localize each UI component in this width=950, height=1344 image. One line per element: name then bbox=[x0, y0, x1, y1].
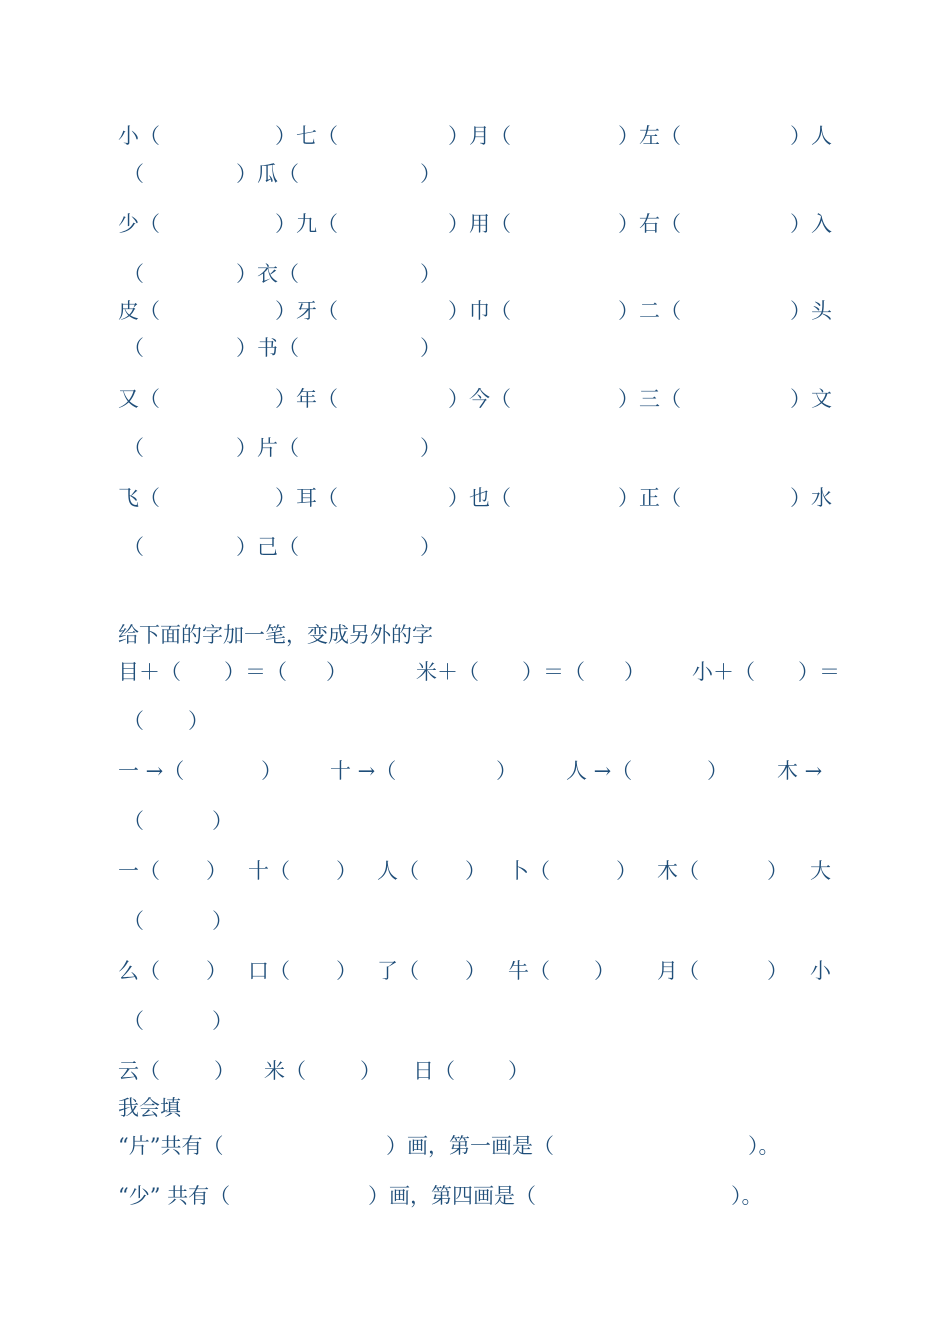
s1-cell: ）左（ bbox=[618, 124, 681, 148]
s2-cell: 十（ bbox=[248, 859, 290, 883]
s1-cell: ）牙（ bbox=[275, 299, 338, 323]
s2-cell: 口（ bbox=[248, 959, 290, 983]
s2-row-2 bbox=[118, 706, 833, 736]
s1-row bbox=[118, 209, 833, 239]
s2-cell: 牛（ bbox=[508, 959, 550, 983]
s2-cell: 云（ bbox=[118, 1059, 160, 1083]
s2-cell: ） bbox=[206, 859, 227, 883]
s2-cell: ） bbox=[496, 759, 517, 783]
s2-cell: 十 →（ bbox=[330, 759, 397, 783]
s1-cell: ）人 bbox=[790, 124, 832, 148]
s1-cell: ） bbox=[420, 535, 441, 559]
s1-cell: ）用（ bbox=[448, 212, 511, 236]
s2-row-8 bbox=[118, 1006, 833, 1036]
q2-part: ）画，第四画是（ bbox=[368, 1184, 536, 1208]
s2-cell: 人 →（ bbox=[566, 759, 633, 783]
s2-cell: ） bbox=[616, 859, 637, 883]
s1-row bbox=[118, 333, 833, 363]
s1-cell: （ bbox=[123, 535, 144, 559]
s2-cell: 日（ bbox=[413, 1059, 455, 1083]
s2-cell: ） bbox=[465, 859, 486, 883]
s2-cell: ）＝（ bbox=[224, 660, 287, 684]
q2-row bbox=[118, 1181, 833, 1211]
s2-cell: ） bbox=[214, 1059, 235, 1083]
s1-cell: （ bbox=[123, 336, 144, 360]
s1-cell: ）正（ bbox=[618, 486, 681, 510]
s1-cell: ）水 bbox=[790, 486, 832, 510]
s1-cell: ）右（ bbox=[618, 212, 681, 236]
s2-row-9 bbox=[118, 1056, 833, 1086]
s2-cell: ） bbox=[188, 709, 209, 733]
s2-cell: 卜（ bbox=[508, 859, 550, 883]
q1-part: ）画，第一画是（ bbox=[386, 1134, 554, 1158]
q2-part: “少” 共有（ bbox=[118, 1184, 231, 1208]
s2-cell: ） bbox=[212, 809, 233, 833]
s2-row-3 bbox=[118, 756, 833, 786]
s1-cell: （ bbox=[123, 162, 144, 186]
s2-cell: ） bbox=[360, 1059, 381, 1083]
s2-cell: ） bbox=[206, 959, 227, 983]
s2-cell: 么（ bbox=[118, 959, 160, 983]
s2-cell: ） bbox=[465, 959, 486, 983]
s1-cell: ）也（ bbox=[448, 486, 511, 510]
s1-row bbox=[118, 296, 833, 326]
s1-cell: ）己（ bbox=[236, 535, 299, 559]
s1-cell: ）瓜（ bbox=[236, 162, 299, 186]
s2-cell: 米（ bbox=[264, 1059, 306, 1083]
s1-row bbox=[118, 483, 833, 513]
section-2-title: 给下面的字加一笔，变成另外的字 bbox=[118, 623, 433, 647]
s1-cell: 飞（ bbox=[118, 486, 160, 510]
s2-cell: 小 bbox=[810, 959, 831, 983]
s1-cell: ） bbox=[420, 162, 441, 186]
s2-row-7 bbox=[118, 956, 833, 986]
s1-cell: 皮（ bbox=[118, 299, 160, 323]
s1-cell: ）三（ bbox=[618, 387, 681, 411]
s2-cell: ） bbox=[336, 959, 357, 983]
q1-row bbox=[118, 1131, 833, 1161]
s1-row bbox=[118, 433, 833, 463]
s1-cell: ）头 bbox=[790, 299, 832, 323]
s2-cell: ） bbox=[767, 959, 788, 983]
s2-cell: ） bbox=[336, 859, 357, 883]
s1-cell: ）巾（ bbox=[448, 299, 511, 323]
s1-row bbox=[118, 532, 833, 562]
s2-cell: ） bbox=[326, 660, 347, 684]
s1-cell: ）九（ bbox=[275, 212, 338, 236]
s2-cell: ） bbox=[767, 859, 788, 883]
s2-cell: 一 →（ bbox=[118, 759, 185, 783]
s2-cell: ） bbox=[508, 1059, 529, 1083]
s1-cell: ）年（ bbox=[275, 387, 338, 411]
s1-row bbox=[118, 159, 833, 189]
s2-cell: ） bbox=[212, 909, 233, 933]
s2-cell: ） bbox=[624, 660, 645, 684]
s2-row-4 bbox=[118, 806, 833, 836]
s2-cell: 月（ bbox=[657, 959, 699, 983]
s2-cell: ） bbox=[707, 759, 728, 783]
s2-cell: ） bbox=[212, 1009, 233, 1033]
s1-cell: 小（ bbox=[118, 124, 160, 148]
s2-cell: 木（ bbox=[657, 859, 699, 883]
s1-row bbox=[118, 384, 833, 414]
s1-cell: ） bbox=[420, 436, 441, 460]
s2-row-1 bbox=[118, 657, 840, 687]
s2-row-6 bbox=[118, 906, 833, 936]
s1-cell: （ bbox=[123, 436, 144, 460]
s1-cell: ）耳（ bbox=[275, 486, 338, 510]
s1-cell: ） bbox=[420, 262, 441, 286]
s2-cell: 人（ bbox=[377, 859, 419, 883]
s2-cell: ） bbox=[261, 759, 282, 783]
s2-cell: ）＝（ bbox=[522, 660, 585, 684]
s2-cell: 木 → bbox=[777, 759, 823, 783]
q2-part: ）。 bbox=[731, 1184, 763, 1208]
s2-cell: 大 bbox=[810, 859, 831, 883]
s2-cell: （ bbox=[123, 709, 144, 733]
s2-cell: （ bbox=[123, 1009, 144, 1033]
s1-cell: ）片（ bbox=[236, 436, 299, 460]
s1-cell: ） bbox=[420, 336, 441, 360]
s1-cell: ）二（ bbox=[618, 299, 681, 323]
s2-row-5 bbox=[118, 856, 833, 886]
s2-cell: （ bbox=[123, 909, 144, 933]
s1-cell: ）书（ bbox=[236, 336, 299, 360]
s1-cell: ）衣（ bbox=[236, 262, 299, 286]
s1-cell: ）今（ bbox=[448, 387, 511, 411]
s1-row bbox=[118, 259, 833, 289]
s2-cell: ） bbox=[594, 959, 615, 983]
s1-cell: ）七（ bbox=[275, 124, 338, 148]
section-3-title: 我会填 bbox=[118, 1096, 181, 1120]
q1-part: ）。 bbox=[748, 1134, 780, 1158]
s2-cell: ）＝ bbox=[798, 660, 840, 684]
s1-cell: ）入 bbox=[790, 212, 832, 236]
s1-cell: ）文 bbox=[790, 387, 832, 411]
s2-cell: 小＋（ bbox=[692, 660, 755, 684]
s1-cell: （ bbox=[123, 262, 144, 286]
s2-cell: 目＋（ bbox=[118, 660, 181, 684]
s2-cell: 一（ bbox=[118, 859, 160, 883]
s1-cell: 少（ bbox=[118, 212, 160, 236]
s2-cell: 米＋（ bbox=[416, 660, 479, 684]
s1-cell: 又（ bbox=[118, 387, 160, 411]
q1-part: “片”共有（ bbox=[118, 1134, 224, 1158]
s1-row bbox=[118, 121, 833, 151]
s2-cell: 了（ bbox=[377, 959, 419, 983]
s1-cell: ）月（ bbox=[448, 124, 511, 148]
s2-cell: （ bbox=[123, 809, 144, 833]
